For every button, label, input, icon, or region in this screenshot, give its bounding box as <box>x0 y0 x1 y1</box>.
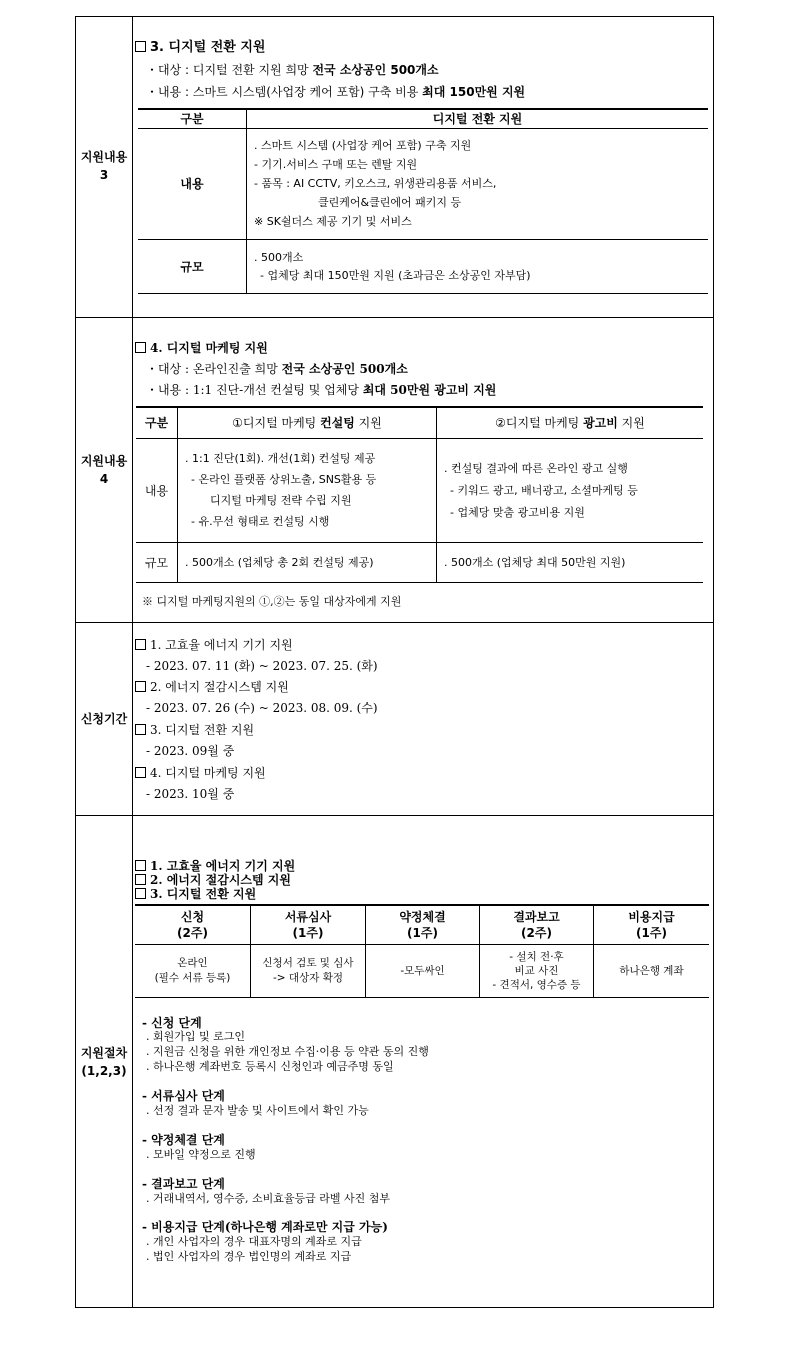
scale-item: - 업체당 최대 150만원 지원 (초과금은 소상공인 자부담) <box>260 269 531 282</box>
row-label-support-3: 지원내용 3 <box>80 150 128 182</box>
adcost-item: - 업체당 맞춤 광고비용 지원 <box>450 506 585 519</box>
procedure-item: 2. 에너지 절감시스템 지원 <box>135 874 291 886</box>
period-item-title: 3. 디지털 전환 지원 <box>135 724 254 736</box>
frame-right-border <box>713 16 714 1308</box>
row-label-scale: 규모 <box>180 259 204 274</box>
period-item-title: 1. 고효율 에너지 기기 지원 <box>135 639 293 651</box>
content-line: ・내용 : 1:1 진단-개선 컨설팅 및 업체당 최대 50만원 광고비 지원 <box>146 383 497 397</box>
table-header-bottom <box>136 438 703 439</box>
period-item-date: - 2023. 10월 중 <box>146 787 235 801</box>
detail-line: . 지원금 신청을 위한 개인정보 수집·이용 등 약관 동의 진행 <box>146 1045 429 1058</box>
detail-line: . 법인 사업자의 경우 법인명의 계좌로 지급 <box>146 1250 352 1263</box>
section-title: 3. 디지털 전환 지원 <box>135 41 265 54</box>
procedure-item: 1. 고효율 에너지 기기 지원 <box>135 860 295 872</box>
row-label-scale: 규모 <box>144 555 169 570</box>
step-desc-apply: 온라인 (필수 서류 등록) <box>154 957 231 984</box>
frame-divider <box>132 16 133 1308</box>
content-item: ※ SK쉴더스 제공 기기 및 서비스 <box>254 215 412 228</box>
detail-line: . 모바일 약정으로 진행 <box>146 1148 256 1161</box>
consulting-item: 디지털 마케팅 전략 수립 지원 <box>210 494 352 507</box>
checkbox-icon <box>135 342 146 353</box>
frame-top <box>75 16 714 17</box>
detail-line: . 회원가입 및 로그인 <box>146 1030 245 1043</box>
table-header-category: 구분 <box>180 112 204 126</box>
target-line: ・대상 : 온라인진출 희망 전국 소상공인 500개소 <box>146 362 408 376</box>
detail-title: - 신청 단계 <box>142 1016 202 1030</box>
checkbox-icon <box>135 767 146 778</box>
section-title: 4. 디지털 마케팅 지원 <box>135 342 268 354</box>
step-header-report: 결과보고 (2주) <box>513 910 560 940</box>
target-line: ・대상 : 디지털 전환 지원 희망 전국 소상공인 500개소 <box>146 63 439 77</box>
adcost-scale: . 500개소 (업체당 최대 50만원 지원) <box>444 556 626 569</box>
adcost-item: - 키워드 광고, 배너광고, 소셜마케팅 등 <box>450 484 638 497</box>
consulting-scale: . 500개소 (업체당 총 2회 컨설팅 제공) <box>185 556 374 569</box>
checkbox-icon <box>135 681 146 692</box>
table-row-divider <box>136 542 703 543</box>
steps-table-bottom <box>135 997 709 998</box>
detail-title: - 결과보고 단계 <box>142 1177 225 1191</box>
content-item: 클린케어&클린에어 패키지 등 <box>318 196 462 209</box>
checkbox-icon <box>135 41 146 52</box>
consulting-item: - 온라인 플랫폼 상위노출, SNS활용 등 <box>191 473 377 486</box>
content-item: . 스마트 시스템 (사업장 케어 포함) 구축 지원 <box>254 139 472 152</box>
checkbox-icon <box>135 639 146 650</box>
detail-title: - 비용지급 단계(하나은행 계좌로만 지급 가능) <box>142 1220 388 1234</box>
row-divider-1 <box>75 317 714 318</box>
row-label-content: 내용 <box>144 483 169 498</box>
table-header-digital: 디지털 전환 지원 <box>432 112 523 126</box>
consulting-item: - 유.무선 형태로 컨설팅 시행 <box>191 515 330 528</box>
step-desc-payment: 하나은행 계좌 <box>619 964 684 977</box>
row-divider-2 <box>75 622 714 623</box>
detail-title: - 서류심사 단계 <box>142 1089 225 1103</box>
row-label-support-4: 지원내용 4 <box>80 454 128 486</box>
step-desc-review: 신청서 검토 및 심사 -> 대상자 확정 <box>262 957 354 984</box>
checkbox-icon <box>135 860 146 871</box>
period-item-date: - 2023. 07. 26 (수) ~ 2023. 08. 09. (수) <box>146 701 378 715</box>
table-bottom <box>136 582 703 583</box>
step-desc-report: - 설치 전·후 비교 사진 - 견적서, 영수증 등 <box>492 951 581 991</box>
period-item-date: - 2023. 07. 11 (화) ~ 2023. 07. 25. (화) <box>146 659 378 673</box>
detail-line: . 선정 결과 문자 발송 및 사이트에서 확인 가능 <box>146 1104 369 1117</box>
checkbox-icon <box>135 874 146 885</box>
procedure-item: 3. 디지털 전환 지원 <box>135 888 256 900</box>
period-item-title: 2. 에너지 절감시스템 지원 <box>135 681 289 693</box>
content-line: ・내용 : 스마트 시스템(사업장 케어 포함) 구축 비용 최대 150만원 지원 <box>146 85 526 99</box>
table-header-adcost: ②디지털 마케팅 광고비 지원 <box>495 416 645 430</box>
step-header-contract: 약정체결 (1주) <box>399 910 446 940</box>
step-header-review: 서류심사 (1주) <box>284 910 332 940</box>
table-header-category: 구분 <box>144 416 169 430</box>
frame-bottom <box>75 1307 714 1308</box>
scale-item: . 500개소 <box>254 251 304 264</box>
detail-line: . 거래내역서, 영수증, 소비효율등급 라벨 사진 첨부 <box>146 1192 390 1205</box>
frame-left-border <box>75 16 76 1308</box>
detail-line: . 개인 사업자의 경우 대표자명의 계좌로 지급 <box>146 1235 362 1248</box>
table-col-divider <box>246 108 247 294</box>
step-header-payment: 비용지급 (1주) <box>628 910 675 940</box>
table-header-consulting: ①디지털 마케팅 컨설팅 지원 <box>232 416 382 430</box>
detail-title: - 약정체결 단계 <box>142 1133 225 1147</box>
period-item-title: 4. 디지털 마케팅 지원 <box>135 767 266 779</box>
note: ※ 디지털 마케팅지원의 ①,②는 동일 대상자에게 지원 <box>142 595 402 608</box>
adcost-item: . 컨설팅 결과에 따른 온라인 광고 실행 <box>444 462 628 475</box>
content-item: - 품목 : AI CCTV, 키오스크, 위생관리용품 서비스, <box>254 177 497 190</box>
row-label-procedure: 지원절차 (1,2,3) <box>80 1046 128 1078</box>
row-label-content: 내용 <box>180 177 204 191</box>
detail-line: . 하나은행 계좌번호 등록시 신청인과 예금주명 동일 <box>146 1060 394 1073</box>
table-bottom <box>138 293 708 294</box>
row-label-period: 신청기간 <box>80 712 128 726</box>
step-desc-contract: -모두싸인 <box>400 964 445 977</box>
checkbox-icon <box>135 724 146 735</box>
content-item: - 기기.서비스 구매 또는 렌탈 지원 <box>254 158 418 171</box>
checkbox-icon <box>135 888 146 899</box>
period-item-date: - 2023. 09월 중 <box>146 744 235 758</box>
consulting-item: . 1:1 진단(1회). 개선(1회) 컨설팅 제공 <box>185 452 376 465</box>
step-header-apply: 신청 (2주) <box>177 910 208 940</box>
row-divider-3 <box>75 815 714 816</box>
